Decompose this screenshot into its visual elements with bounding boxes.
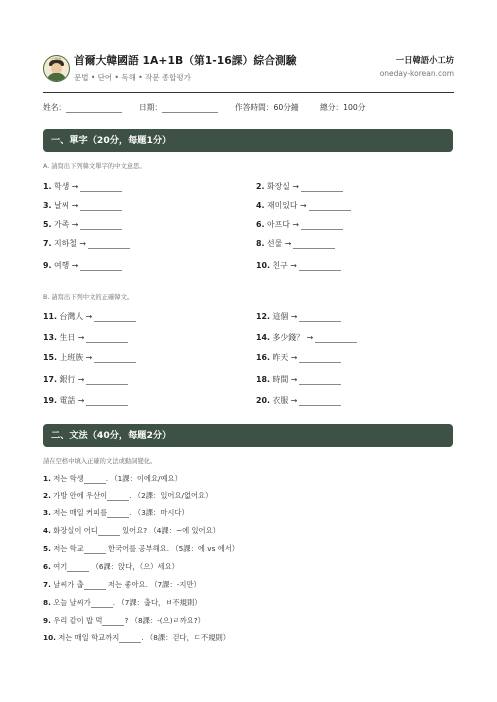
item-number: 1. bbox=[43, 182, 52, 191]
name-label: 姓名： bbox=[43, 103, 67, 112]
item-text-before: 날씨가 춥 bbox=[53, 580, 84, 589]
answer-blank[interactable] bbox=[315, 334, 357, 343]
answer-blank[interactable] bbox=[88, 240, 130, 249]
answer-blank[interactable] bbox=[86, 397, 128, 406]
vocab-item bbox=[43, 219, 122, 230]
item-text-before: 여기 bbox=[53, 562, 68, 571]
item-number: 9. bbox=[43, 616, 51, 625]
answer-blank[interactable] bbox=[80, 262, 122, 271]
item-number: 16. bbox=[256, 353, 270, 362]
page-title: 首爾大韓國語 1A+1B（第1-16課）綜合測驗 bbox=[74, 54, 297, 67]
answer-blank[interactable] bbox=[80, 202, 122, 211]
grammar-item bbox=[43, 526, 220, 536]
item-number: 8. bbox=[43, 598, 51, 607]
vocab-item bbox=[43, 374, 128, 385]
answer-blank[interactable] bbox=[309, 202, 351, 211]
answer-blank[interactable] bbox=[107, 509, 129, 518]
item-number: 6. bbox=[43, 562, 51, 571]
answer-blank[interactable] bbox=[119, 634, 141, 643]
item-text: 선물 → bbox=[267, 239, 292, 248]
grammar-item bbox=[43, 562, 179, 572]
vocab-item bbox=[256, 395, 341, 406]
name-field[interactable] bbox=[43, 102, 122, 113]
item-text: 학생 → bbox=[54, 182, 79, 191]
answer-blank[interactable] bbox=[301, 221, 343, 230]
item-number: 15. bbox=[43, 353, 57, 362]
item-number: 8. bbox=[256, 239, 265, 248]
item-text: 날씨 → bbox=[54, 201, 79, 210]
vocab-item bbox=[43, 200, 122, 211]
item-number: 19. bbox=[43, 396, 57, 405]
vocab-item bbox=[256, 200, 351, 211]
answer-blank[interactable] bbox=[98, 527, 120, 536]
item-number: 10. bbox=[43, 633, 56, 642]
time-info: 作答時間：60分鐘 bbox=[235, 103, 299, 112]
answer-blank[interactable] bbox=[80, 183, 122, 192]
vocab-item bbox=[256, 181, 343, 192]
item-number: 12. bbox=[256, 312, 270, 321]
item-text: 時間 → bbox=[272, 375, 298, 384]
item-number: 7. bbox=[43, 580, 51, 589]
grammar-item bbox=[43, 491, 212, 501]
item-text-before: 저는 학생 bbox=[53, 474, 84, 483]
grammar-item bbox=[43, 508, 189, 518]
section-title-vocab: 一、單字（20分，每題1分） bbox=[43, 129, 453, 152]
item-text-after: 한국어를 공부해요. （5課：에 vs 에서） bbox=[105, 544, 240, 553]
answer-blank[interactable] bbox=[299, 397, 341, 406]
item-text: 아프다 → bbox=[267, 220, 300, 229]
answer-blank[interactable] bbox=[299, 262, 341, 271]
item-text: 生日 → bbox=[59, 333, 85, 342]
item-number: 1. bbox=[43, 474, 51, 483]
item-text-after: . （1課：이에요/예요） bbox=[105, 474, 182, 483]
vocab-item bbox=[43, 260, 122, 271]
item-text-before: 저는 매일 커피를 bbox=[53, 508, 108, 517]
answer-blank[interactable] bbox=[301, 183, 343, 192]
item-text-before: 화장실이 어디 bbox=[53, 526, 98, 535]
date-field[interactable] bbox=[139, 102, 218, 113]
item-text: 這個 → bbox=[272, 312, 298, 321]
answer-blank[interactable] bbox=[84, 475, 106, 484]
vocab-item bbox=[256, 332, 357, 343]
vocab-item bbox=[256, 238, 335, 249]
answer-blank[interactable] bbox=[84, 545, 106, 554]
item-text: 재미있다 → bbox=[267, 201, 307, 210]
item-text-before: 우리 같이 밥 먹 bbox=[53, 616, 103, 625]
item-text: 화장실 → bbox=[267, 182, 300, 191]
item-text: 지하철 → bbox=[54, 239, 87, 248]
instruction-part-b: B. 請寫出下列中文的正確韓文。 bbox=[43, 294, 134, 301]
item-text: 台灣人 → bbox=[59, 312, 93, 321]
name-blank[interactable] bbox=[66, 103, 122, 113]
item-text-after: 있어요? （4課：~에 있어요） bbox=[119, 526, 220, 535]
grammar-item bbox=[43, 633, 230, 643]
item-text: 가족 → bbox=[54, 220, 79, 229]
item-text: 여행 → bbox=[54, 261, 79, 270]
item-number: 11. bbox=[43, 312, 57, 321]
item-text: 衣服 → bbox=[272, 396, 298, 405]
item-text-after: . （2課：있어요/없어요） bbox=[129, 491, 213, 500]
item-number: 2. bbox=[256, 182, 265, 191]
item-text-before: 저는 매일 학교까지 bbox=[58, 633, 120, 642]
answer-blank[interactable] bbox=[67, 563, 89, 572]
item-number: 2. bbox=[43, 491, 51, 500]
item-text: 銀行 → bbox=[59, 375, 85, 384]
answer-blank[interactable] bbox=[86, 376, 128, 385]
answer-blank[interactable] bbox=[86, 334, 128, 343]
vocab-item bbox=[256, 219, 343, 230]
vocab-item bbox=[256, 260, 341, 271]
answer-blank[interactable] bbox=[102, 617, 124, 626]
logo bbox=[43, 55, 70, 82]
item-text-after: ? （8課：-(으)ㄹ까요?） bbox=[124, 616, 205, 625]
item-number: 18. bbox=[256, 375, 270, 384]
item-text-before: 오늘 날씨가 bbox=[53, 598, 91, 607]
answer-blank[interactable] bbox=[94, 313, 136, 322]
vocab-item bbox=[43, 395, 128, 406]
answer-blank[interactable] bbox=[84, 581, 106, 590]
logo-body bbox=[47, 73, 66, 82]
brand bbox=[380, 54, 454, 78]
vocab-item bbox=[256, 311, 341, 322]
item-text-after: . （7課：춥다，ㅂ不規則） bbox=[112, 598, 202, 607]
vocab-item bbox=[43, 352, 136, 363]
vocab-item bbox=[43, 332, 128, 343]
item-text: 昨天 → bbox=[272, 353, 298, 362]
answer-blank[interactable] bbox=[293, 240, 335, 249]
brand-url: oneday-korean.com bbox=[379, 69, 454, 78]
item-text-after: （6課：앉다，（으）세요） bbox=[89, 562, 179, 571]
item-text: 電話 → bbox=[59, 396, 85, 405]
page-subtitle: 문법 • 단어 • 독해 • 작문 종합평가 bbox=[74, 73, 191, 82]
item-number: 5. bbox=[43, 544, 51, 553]
grammar-item bbox=[43, 544, 239, 554]
answer-blank[interactable] bbox=[80, 221, 122, 230]
item-text: 上班族 → bbox=[59, 353, 93, 362]
date-label: 日期： bbox=[139, 103, 163, 112]
item-number: 9. bbox=[43, 261, 52, 270]
header bbox=[43, 0, 454, 93]
item-text-after: . （3課：마시다） bbox=[129, 508, 189, 517]
item-text-after: . （8課：걷다，ㄷ不規則） bbox=[141, 633, 231, 642]
instruction-grammar: 請在空格中填入正確的文法或動詞變化。 bbox=[43, 458, 157, 465]
item-text: 친구 → bbox=[272, 261, 297, 270]
grammar-item bbox=[43, 580, 201, 590]
item-number: 5. bbox=[43, 220, 52, 229]
vocab-item bbox=[43, 311, 136, 322]
item-number: 6. bbox=[256, 220, 265, 229]
vocab-item bbox=[256, 374, 341, 385]
item-text-after: 저는 좋아요. （7課：-지만） bbox=[105, 580, 201, 589]
item-text-before: 저는 학교 bbox=[53, 544, 84, 553]
instruction-part-a: A. 請寫出下列韓文單字的中文意思。 bbox=[43, 163, 146, 170]
grammar-item bbox=[43, 474, 182, 484]
brand-name: 一日韓語小工坊 bbox=[395, 55, 454, 65]
grammar-item bbox=[43, 598, 202, 608]
vocab-item bbox=[43, 238, 130, 249]
answer-blank[interactable] bbox=[299, 313, 341, 322]
item-number: 4. bbox=[43, 526, 51, 535]
answer-blank[interactable] bbox=[91, 599, 113, 608]
item-number: 17. bbox=[43, 375, 57, 384]
answer-blank[interactable] bbox=[107, 492, 129, 501]
grammar-item bbox=[43, 616, 205, 626]
item-number: 14. bbox=[256, 333, 270, 342]
item-number: 20. bbox=[256, 396, 270, 405]
answer-blank[interactable] bbox=[299, 354, 341, 363]
item-number: 7. bbox=[43, 239, 52, 248]
answer-blank[interactable] bbox=[299, 376, 341, 385]
item-number: 10. bbox=[256, 261, 270, 270]
logo-text: 一日韓語 bbox=[49, 57, 62, 61]
item-text-before: 가방 안에 우산이 bbox=[53, 491, 108, 500]
item-number: 4. bbox=[256, 201, 265, 210]
vocab-item bbox=[256, 352, 341, 363]
total-info: 總分：100分 bbox=[320, 103, 366, 112]
item-number: 3. bbox=[43, 508, 51, 517]
item-number: 13. bbox=[43, 333, 57, 342]
date-blank[interactable] bbox=[162, 103, 218, 113]
answer-blank[interactable] bbox=[94, 354, 136, 363]
item-text: 多少錢？ → bbox=[272, 333, 314, 342]
vocab-item bbox=[43, 181, 122, 192]
section-title-grammar: 二、文法（40分，每題2分） bbox=[43, 424, 453, 447]
item-number: 3. bbox=[43, 201, 52, 210]
